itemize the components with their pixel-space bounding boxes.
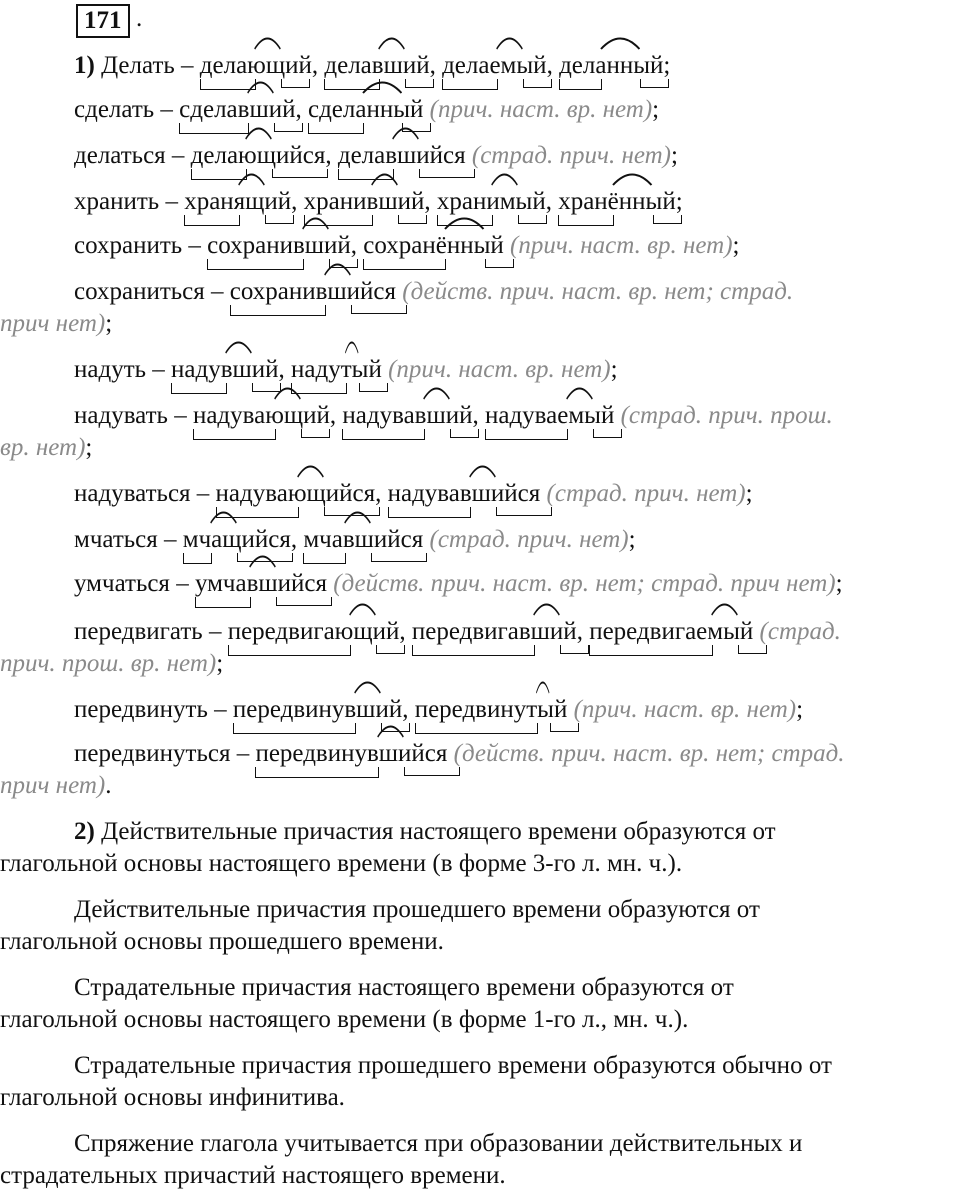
suffix-arc [496,34,523,50]
suffix-arc [238,170,265,186]
stem-bracket [179,123,249,134]
stem-bracket [303,553,346,564]
dash: – [182,232,208,259]
verb: хранить [74,188,160,215]
participle-form: деланный [559,50,663,82]
entry-line [0,568,960,600]
entry-end-punct: ; [105,310,113,337]
ending-box [518,215,547,224]
suffix-arc [297,462,324,478]
paragraph-line [0,1128,960,1160]
suffix-arc [349,600,376,616]
part2-label: 2) [74,818,95,845]
note: (страд. прич. прош. [620,402,833,429]
participle-form: сделавший [179,94,295,126]
participle-form: передвинувшийся [255,738,447,770]
part1-label: 1) [74,52,95,79]
entry-line: мчаться – мчащийся , мчавшийся (страд. прич. нет); [0,524,960,556]
dash: – [230,740,256,767]
suffix-arc [225,338,252,354]
paragraph-text: глагольной основы прошедшего времени. [0,928,444,955]
ending-box [405,79,434,88]
ending-box [550,723,579,732]
stem-bracket [388,507,471,518]
stem-bracket [195,597,251,608]
paragraph-text: Действительные причастия настоящего времени образуются от [101,818,776,845]
note: (прич. наст. вр. нет) [510,232,733,259]
participle-form: надувающий [193,400,330,432]
dash: – [159,188,185,215]
paragraph-line [0,894,960,926]
entry-line-wrap [0,308,960,340]
participle-form: делавшийся [338,140,466,172]
entry-line: передвинуть – передвинувший , передвинутый (прич. наст. вр. нет); [0,694,960,726]
ending-box [274,123,303,132]
entry-end-punct: ; [675,188,683,215]
entry-end-punct: ; [610,356,618,383]
participle-form: сохранённый [363,230,503,262]
suffix-arc [362,78,403,94]
exercise-number-dot: . [136,5,143,32]
participle-form: хранящий [184,186,291,218]
paragraph-line [0,1082,960,1114]
suffix-arc [245,124,272,140]
participle-form: передвигаемый [589,616,753,648]
entry-end-punct: ; [85,434,93,461]
stem-bracket [558,215,614,226]
dash: – [146,356,172,383]
stem-bracket [184,215,240,226]
verb: передвигать [74,618,203,645]
suffix-arc [378,34,405,50]
verb: надувать [74,402,168,429]
ending-box [281,79,310,88]
entry-end-punct: ; [628,526,636,553]
verb: сохранить [74,232,183,259]
participle-form: сделанный [308,94,423,126]
suffix-arc [354,678,381,694]
suffix-arc [345,338,359,354]
note: (страд. прич. нет) [471,142,671,169]
entry-end-punct: ; [745,480,753,507]
paragraph-line [0,926,960,958]
paragraph-text: Спряжение глагола учитывается при образовании действительных и [74,1130,803,1157]
dash: – [207,696,233,723]
entry-line: надуть – надувший , надутый (прич. наст. вр. нет); [0,354,960,386]
note-continued: прич нет) [0,772,106,799]
stem-bracket [415,723,539,734]
suffix-arc [377,722,404,738]
participle-form: хранимый [437,186,546,218]
entry-end-punct: ; [216,650,224,677]
suffix-arc [344,508,371,524]
participle-form: хранивший [304,186,425,218]
note: (прич. наст. вр. нет) [388,356,611,383]
participle-form: мчавшийся [303,524,423,556]
ending-box [359,383,388,392]
stem-bracket [363,259,446,270]
verb: надуваться [74,480,191,507]
paragraph-text: глагольной основы инфинитива. [0,1084,345,1111]
ending-box [419,169,475,178]
verb: мчаться [74,526,158,553]
entry-end-punct: ; [796,696,804,723]
stem-bracket [207,259,304,270]
participle-form: надувавший [342,400,472,432]
stem-bracket [559,79,602,90]
dash: – [202,618,228,645]
participle-form: сохранившийся [230,276,396,308]
verb: надуть [74,356,147,383]
ending-box [371,553,427,562]
dash: – [154,96,180,123]
paragraph-line [0,1160,960,1192]
suffix-arc [566,384,593,400]
suffix-arc [392,124,419,140]
suffix-arc [444,214,485,230]
stem-bracket [233,723,357,734]
entry-end-punct: ; [835,570,843,597]
stem-bracket [183,553,212,564]
stem-bracket [171,383,227,394]
suffix-arc [254,34,281,50]
suffix-arc [324,260,351,276]
stem-bracket [442,79,498,90]
paragraph-text: Страдательные причастия прошедшего времени образуются обычно от [74,1052,832,1079]
note: (действ. прич. наст. вр. нет; страд. прич нет) [333,570,836,597]
participle-form: надутый [291,354,382,386]
entry-line: передвигать – передвигающий , передвигавший , передвигаемый (страд. [0,616,960,648]
participle-form: делающийся [191,140,326,172]
note-continued: прич. прош. вр. нет) [0,650,217,677]
verb: умчаться [74,570,170,597]
verb: сделать [74,96,155,123]
note: (прич. наст. вр. нет) [573,696,797,723]
note: (прич. наст. вр. нет) [429,96,653,123]
paragraph-text: Действительные причастия прошедшего времени образуются от [74,896,760,923]
ending-box [523,79,552,88]
participle-form: сохранивший [207,230,351,262]
ending-box [653,215,682,224]
paragraph-line [0,1004,960,1036]
paragraph-text: страдательных причастий настоящего времени. [0,1162,506,1189]
note: (действ. прич. наст. вр. нет; страд. [402,278,794,305]
dash: – [157,526,183,553]
participle-form: делаемый [442,50,546,82]
ending-box [276,597,332,606]
exercise-number: 171 [76,4,130,38]
entry-line [0,276,960,308]
suffix-arc [247,78,274,94]
entry-end-punct: . [105,772,112,799]
entry-line: надуваться – надувающийся , надувавшийся (страд. прич. нет); [0,478,960,510]
dash: – [169,570,195,597]
verb: Делать [101,52,175,79]
entry-line-wrap [0,770,960,802]
participle-form: передвинувший [233,694,402,726]
entry-line: 1) Делать – делающий , делавший , делаемый , деланный ; [0,50,960,82]
entry-end-punct: ; [732,232,740,259]
entry-line-wrap [0,648,960,680]
ending-box [398,215,427,224]
dash: – [165,142,191,169]
suffix-arc [491,170,518,186]
verb: передвинуть [74,696,208,723]
suffix-arc [612,170,653,186]
entry-line: хранить – хранящий , хранивший , хранимый , хранённый ; [0,186,960,218]
suffix-arc [536,678,550,694]
entry-line: сделать – сделавший , сделанный (прич. наст. вр. нет); [0,94,960,126]
note-continued: прич нет) [0,310,106,337]
note-continued: вр. нет) [0,434,86,461]
ending-box [265,215,294,224]
entry-end-punct: ; [663,52,671,79]
participle-form: надувший [171,354,279,386]
paragraph-text: глагольной основы настоящего времени (в форме 3-го л. мн. ч.). [0,850,683,877]
dash: – [190,480,216,507]
suffix-arc [210,508,237,524]
participle-form: надувавшийся [388,478,541,510]
stem-bracket [308,123,364,134]
dash: – [204,278,230,305]
entry-line: сохранить – сохранивший , сохранённый (прич. наст. вр. нет); [0,230,960,262]
entry-end-punct: ; [671,142,678,169]
participle-form: умчавшийся [195,568,327,600]
paragraph-line [0,816,960,848]
dash: – [167,402,193,429]
dash: – [174,52,200,79]
note: (страд. прич. нет) [546,480,746,507]
participle-form: мчащийся [183,524,291,556]
entry-line: надувать – надувающий , надувавший , надуваемый (страд. прич. прош. [0,400,960,432]
suffix-arc [423,384,450,400]
verb: сохраниться [74,278,205,305]
ending-box [485,259,514,268]
participle-form: делающий [200,50,312,82]
paragraph-text: Страдательные причастия настоящего времени образуются от [74,974,734,1001]
suffix-arc [469,462,496,478]
entry-end-punct: ; [652,96,660,123]
paragraph-line [0,972,960,1004]
participle-form: хранённый [558,186,676,218]
suffix-arc [371,170,398,186]
suffix-arc [302,214,329,230]
participle-form: передвигающий [228,616,400,648]
verb: делаться [74,142,166,169]
participle-form: надувающийся [216,478,376,510]
participle-form: надуваемый [485,400,614,432]
suffix-arc [249,552,276,568]
note: (действ. прич. наст. вр. нет; страд. [453,740,845,767]
suffix-arc [711,600,738,616]
verb: передвинуться [74,740,231,767]
entry-line [0,738,960,770]
ending-box [272,169,328,178]
paragraph-line [0,848,960,880]
note: (страд. прич. нет) [429,526,629,553]
participle-form: делавший [324,50,429,82]
suffix-arc [600,34,641,50]
participle-form: передвинутый [415,694,568,726]
entry-line-wrap [0,432,960,464]
ending-box [496,507,552,516]
suffix-arc [533,600,560,616]
note: (страд. [759,618,841,645]
participle-form: передвигавший [412,616,577,648]
paragraph-text: глагольной основы настоящего времени (в форме 1-го л., мн. ч.). [0,1006,689,1033]
ending-box [640,79,669,88]
paragraph-line [0,1050,960,1082]
entry-line: делаться – делающийся , делавшийся (страд. прич. нет); [0,140,960,172]
suffix-arc [274,384,301,400]
